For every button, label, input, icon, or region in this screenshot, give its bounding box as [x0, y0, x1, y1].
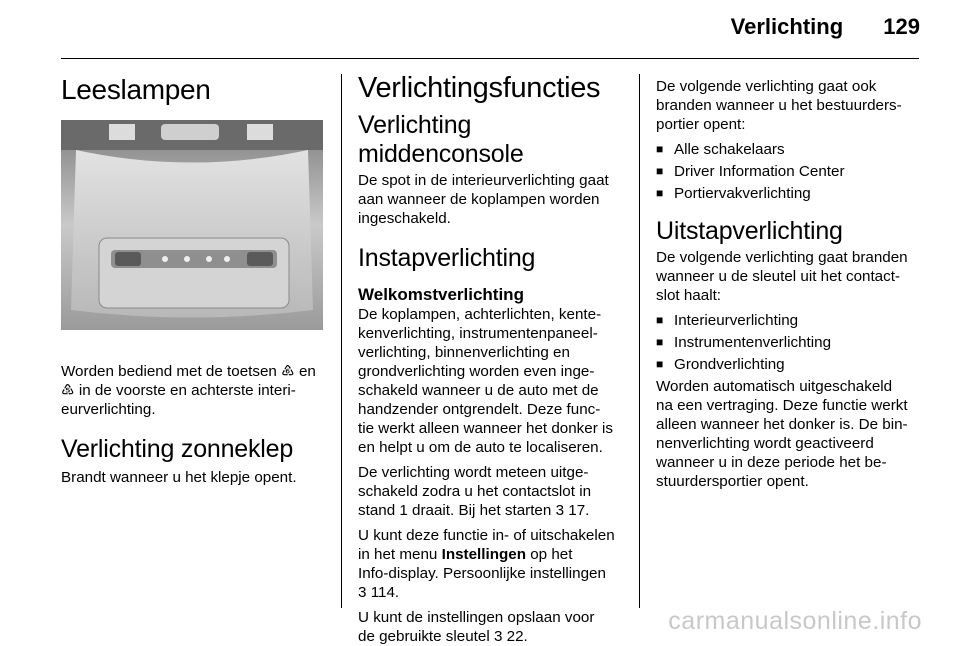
page-number: 129 [883, 14, 920, 39]
page-header [731, 14, 920, 40]
page-ref-link[interactable]: 22. [506, 628, 528, 645]
list-uitstap [656, 311, 921, 374]
watermark: carmanualsonline.info [668, 607, 922, 635]
list-item: ■ Alle schakelaars [656, 140, 921, 159]
overhead-console-illustration [61, 120, 323, 330]
column-1 [61, 72, 323, 487]
page-ref-arrow-icon: 3 [358, 584, 367, 601]
heading-instapverlichting: Instapverlichting [358, 244, 536, 272]
column-divider-2 [639, 74, 640, 608]
heading-uitstapverlichting: Uitstapverlichting [656, 217, 843, 245]
heading-welkomstverlichting: Welkomstverlichting [358, 285, 524, 304]
heading-middenconsole: Verlichting middenconsole [358, 111, 524, 168]
heading-verlichtingsfuncties: Verlichtingsfuncties [358, 72, 601, 104]
list-item: ■ Interieurverlichting [656, 311, 921, 330]
column-3 [656, 72, 921, 491]
paragraph-uitschakelen: De verlichting wordt meteen uitge- schakeld zodra u het contactslot in stand 1 draait. Bij het starten 3 17. [358, 464, 592, 519]
heading-verlichting-zonneklep: Verlichting zonneklep [61, 435, 294, 463]
heading-leeslampen: Leeslampen [61, 74, 211, 105]
menu-instellingen: Instellingen [441, 546, 526, 563]
paragraph-bestuurdersportier: De volgende verlichting gaat ook branden wanneer u het bestuurders- portier opent: [656, 78, 902, 133]
paragraph-uitstap: De volgende verlichting gaat branden wanneer u de sleutel uit het contact- slot haalt: [656, 249, 908, 304]
paragraph-welkomstverlichting: De koplampen, achterlichten, kente- kenverlichting, instrumentenpaneel- verlichting, binnenverlichting en grondverlichting worden even inge- schakeld wanneer u de auto met de handzender ontgrendelt. Deze func- tie werkt alleen wanneer het donker is en helpt u om de auto te localiseren. [358, 306, 613, 456]
reading-lamp-photo [61, 120, 323, 330]
page-ref-arrow-icon: 3 [555, 502, 565, 519]
column-2 [358, 72, 622, 646]
paragraph-leeslampen: Worden bediend met de toetsen ♸ en ♷ in de voorste en achterste interi- eurverlichting. [61, 363, 316, 418]
reading-lamp-rear-icon: ♷ [61, 382, 75, 399]
header-rule [61, 58, 919, 59]
list-item: ■ Grondverlichting [656, 355, 921, 374]
list-item: ■ Portiervakverlichting [656, 184, 921, 203]
paragraph-middenconsole: De spot in de interieurverlichting gaat aan wanneer de koplampen worden ingeschakeld. [358, 172, 609, 227]
paragraph-sleutel: U kunt de instellingen opslaan voor de gebruikte sleutel 3 22. [358, 609, 595, 645]
reading-lamp-front-icon: ♸ [281, 363, 295, 380]
list-portier [656, 140, 921, 203]
paragraph-zonneklep: Brandt wanneer u het klepje opent. [61, 469, 297, 486]
paragraph-automatisch: Worden automatisch uitgeschakeld na een vertraging. Deze functie werkt alleen wanneer het donker is. De bin- nenverlichting wordt geactiveerd wanneer u in deze periode het be- stuurdersportier opent. [656, 378, 908, 490]
list-item: ■ Driver Information Center [656, 162, 921, 181]
column-divider-1 [341, 74, 342, 608]
paragraph-instellingen: U kunt deze functie in- of uitschakelen in het menu Instellingen op het Info-display. Persoonlijke instellingen 3 114. [358, 527, 615, 601]
page-title: Verlichting [730, 14, 844, 39]
list-item: ■ Instrumentenverlichting [656, 333, 921, 352]
page-ref-link[interactable]: 114. [370, 584, 400, 601]
page-ref-arrow-icon: 3 [493, 628, 503, 645]
page-ref-link[interactable]: 17. [568, 502, 590, 519]
